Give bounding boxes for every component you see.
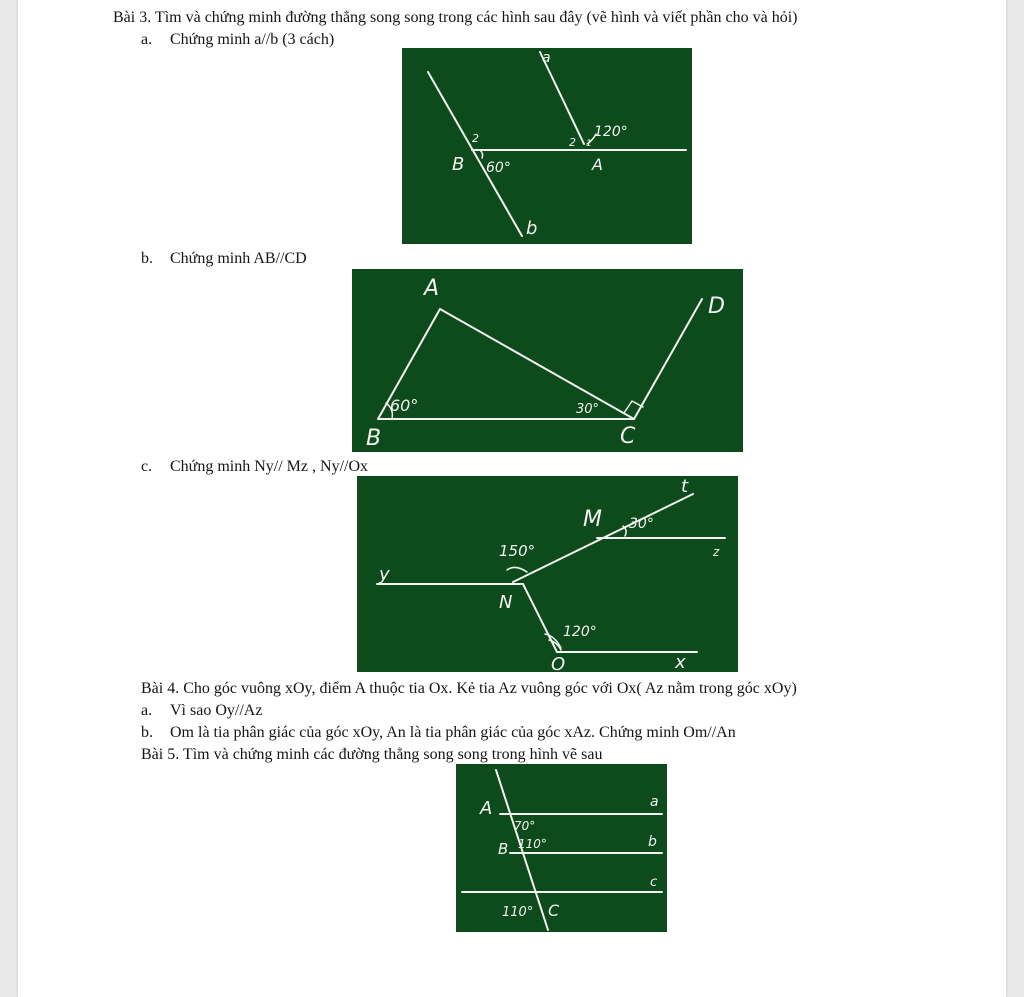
label-N: N — [499, 592, 513, 613]
angle-120-label: 120° — [594, 124, 628, 140]
label-z: z — [713, 545, 720, 559]
label-a: a — [650, 794, 659, 810]
label-B: B — [452, 154, 465, 175]
angle-60-label: 60° — [390, 396, 419, 415]
angle-110-c-label: 110° — [502, 905, 534, 920]
segment-CD — [634, 299, 702, 419]
label-C: C — [620, 424, 636, 449]
figure-5-board — [456, 764, 667, 932]
angle-number-1: 1 — [586, 139, 592, 149]
label-A: A — [592, 155, 603, 174]
bai3-b-marker: b. — [141, 250, 153, 267]
bai4-a-marker: a. — [141, 702, 153, 719]
line-b — [428, 72, 522, 236]
angle-number-2-left: 2 — [472, 132, 479, 145]
label-y: y — [379, 564, 390, 585]
figure-a-board — [402, 48, 692, 244]
bai3-b-text: Chứng minh AB//CD — [170, 250, 307, 267]
label-C: C — [548, 901, 560, 920]
label-x: x — [675, 652, 686, 672]
bai4-title: Bài 4. Cho góc vuông xOy, điểm A thuộc tia Ox. Kẻ tia Az vuông góc với Ox( Az nằm trong góc xOy) — [141, 680, 797, 697]
label-O: O — [551, 654, 566, 672]
bai4-b-text: Om là tia phân giác của góc xOy, An là tia phân giác của góc xAz. Chứng minh Om//An — [170, 724, 736, 741]
bai5-title: Bài 5. Tìm và chứng minh các đường thẳng song song trong hình vẽ sau — [141, 746, 603, 763]
label-B: B — [366, 426, 382, 451]
label-A: A — [480, 798, 493, 819]
label-t: t — [681, 476, 689, 497]
label-D: D — [708, 294, 725, 319]
angle-mark-60 — [480, 150, 483, 158]
label-b: b — [648, 834, 657, 850]
label-b: b — [526, 218, 538, 239]
angle-110-label: 110° — [518, 837, 547, 851]
label-A: A — [424, 276, 440, 301]
segment-AC — [440, 309, 634, 419]
angle-number-2-right: 2 — [569, 136, 576, 149]
label-M: M — [583, 507, 602, 532]
bai3-c-marker: c. — [141, 458, 153, 475]
bai3-a-text: Chứng minh a//b (3 cách) — [170, 31, 335, 48]
bai3-a-marker: a. — [141, 31, 153, 48]
angle-mark-150 — [507, 567, 527, 572]
bai4-b-marker: b. — [141, 724, 153, 741]
angle-60-label: 60° — [486, 160, 511, 176]
label-a: a — [542, 50, 551, 66]
figure-c-board — [357, 476, 738, 672]
bai3-c-text: Chứng minh Ny// Mz , Ny//Ox — [170, 458, 369, 475]
angle-30-label: 30° — [629, 516, 654, 532]
angle-30-label: 30° — [576, 402, 600, 417]
bai3-title: Bài 3. Tìm và chứng minh đường thẳng song song trong các hình sau đây (vẽ hình và viết phần cho và hỏi) — [113, 9, 798, 26]
angle-150-label: 150° — [499, 542, 536, 560]
angle-70-label: 70° — [514, 819, 536, 833]
label-c: c — [650, 875, 658, 890]
figure-b-board — [352, 269, 743, 452]
label-B: B — [498, 840, 509, 858]
bai4-a-text: Vì sao Oy//Az — [170, 702, 263, 719]
angle-120-label: 120° — [563, 624, 597, 640]
